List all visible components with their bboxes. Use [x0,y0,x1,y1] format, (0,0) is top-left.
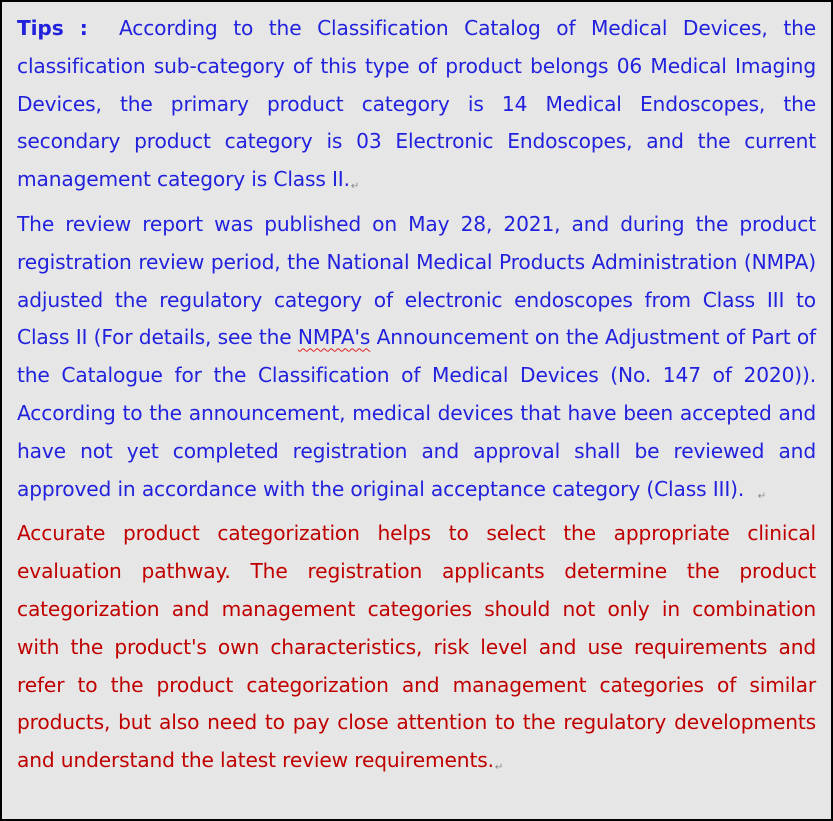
paragraph-review-report-text-start: The review report was published on May 28, 2021, and during the product registration review period, the National Medical Products Administration (NMPA) adjusted the regulatory category of electronic endoscopes from Class III to Class II (For details, see the [17,211,816,350]
paragraph-mark-icon: ↵ [494,762,504,774]
paragraph-mark-icon: ↵ [757,490,766,502]
paragraph-categorization [17,515,816,787]
paragraph-review-report-text-end: Announcement on the Adjustment of Part of the Catalogue for the Classification of Medical Devices (No. 147 of 2020)). According to the announcement, medical devices that have been accepted and have not yet completed registration and approval shall be reviewed and approved in accordance with the original acceptance category (Class III). [17,325,817,501]
paragraph-classification [17,10,816,206]
paragraph-mark-icon: ↵ [350,181,360,193]
paragraph-classification-text: According to the Classification Catalog of Medical Devices, the classification sub-category of this type of product belongs 06 Medical Imaging Devices, the primary product category is 14 Medical Endoscopes, the secondary product category is 03 Electronic Endoscopes, and the current management category is Class II. [17,16,816,192]
tips-label: Tips : [17,16,88,40]
paragraph-review-report [17,206,816,515]
paragraph-categorization-text: Accurate product categorization helps to select the appropriate clinical evaluation pathway. The registration applicants determine the product categorization and management categories should not only in combination with the product's own characteristics, risk level and use requirements and refer to the product categorization and management categories of similar products, but also need to pay close attention to the regulatory developments and understand the latest review requirements. [17,521,816,773]
spellcheck-flagged-word: NMPA's [297,325,371,350]
